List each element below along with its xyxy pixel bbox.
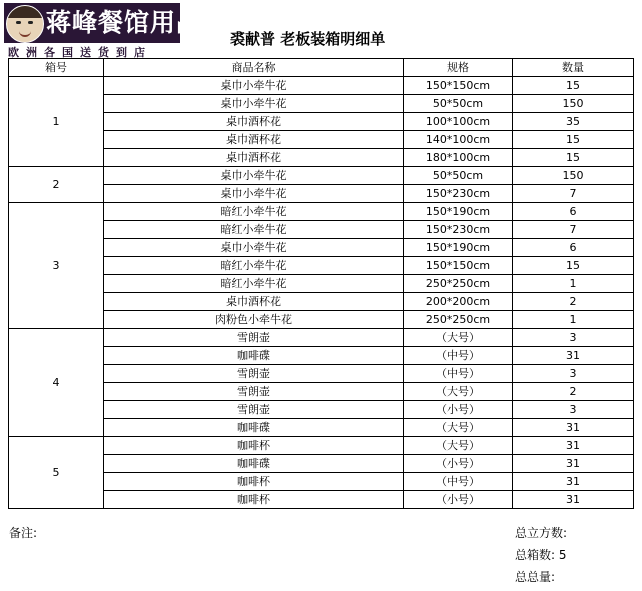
- spec-cell: 250*250cm: [404, 275, 513, 293]
- product-name-cell: 雪朗壶: [104, 365, 404, 383]
- product-name-cell: 咖啡杯: [104, 473, 404, 491]
- box-number-cell: 1: [9, 77, 104, 167]
- chef-portrait-icon: [6, 5, 44, 43]
- total-weight-label: 总总量:: [515, 570, 556, 584]
- product-name-cell: 暗红小牵牛花: [104, 221, 404, 239]
- quantity-cell: 35: [513, 113, 634, 131]
- spec-cell: 180*100cm: [404, 149, 513, 167]
- table-header-row: [9, 59, 634, 77]
- quantity-cell: 7: [513, 185, 634, 203]
- total-boxes-value: 5: [558, 548, 567, 562]
- quantity-cell: 1: [513, 275, 634, 293]
- spec-cell: 250*250cm: [404, 311, 513, 329]
- product-name-cell: 桌巾小牵牛花: [104, 239, 404, 257]
- box-number-cell: 3: [9, 203, 104, 329]
- product-name-cell: 雪朗壶: [104, 401, 404, 419]
- product-name-cell: 肉粉色小牵牛花: [104, 311, 404, 329]
- spec-cell: 50*50cm: [404, 167, 513, 185]
- product-name-cell: 桌巾小牵牛花: [104, 77, 404, 95]
- packing-list-table: [8, 58, 634, 509]
- table-body: [9, 77, 634, 509]
- logo-company-name: 蒋峰餐馆用品: [46, 8, 203, 37]
- quantity-cell: 6: [513, 239, 634, 257]
- header-box-no: 箱号: [9, 59, 104, 77]
- spec-cell: （大号）: [404, 329, 513, 347]
- quantity-cell: 31: [513, 491, 634, 509]
- total-weight: [515, 568, 555, 585]
- product-name-cell: 咖啡杯: [104, 491, 404, 509]
- product-name-cell: 咖啡碟: [104, 419, 404, 437]
- spec-cell: （中号）: [404, 365, 513, 383]
- header-quantity: 数量: [513, 59, 634, 77]
- total-boxes: [515, 546, 567, 563]
- spec-cell: （大号）: [404, 419, 513, 437]
- box-number-cell: 5: [9, 437, 104, 509]
- quantity-cell: 31: [513, 473, 634, 491]
- document-title: 裘献普 老板装箱明细单: [230, 30, 386, 48]
- spec-cell: （小号）: [404, 455, 513, 473]
- total-volume: [515, 524, 567, 541]
- spec-cell: （中号）: [404, 473, 513, 491]
- quantity-cell: 31: [513, 437, 634, 455]
- quantity-cell: 3: [513, 329, 634, 347]
- quantity-cell: 15: [513, 77, 634, 95]
- quantity-cell: 6: [513, 203, 634, 221]
- spec-cell: 150*150cm: [404, 77, 513, 95]
- spec-cell: （小号）: [404, 491, 513, 509]
- quantity-cell: 2: [513, 383, 634, 401]
- table-row: [9, 203, 634, 221]
- product-name-cell: 桌巾小牵牛花: [104, 167, 404, 185]
- quantity-cell: 31: [513, 347, 634, 365]
- spec-cell: 150*230cm: [404, 221, 513, 239]
- quantity-cell: 3: [513, 365, 634, 383]
- spec-cell: 200*200cm: [404, 293, 513, 311]
- company-logo: [4, 3, 203, 59]
- spec-cell: （大号）: [404, 437, 513, 455]
- notes-label: 备注:: [9, 526, 38, 540]
- product-name-cell: 桌巾酒杯花: [104, 149, 404, 167]
- quantity-cell: 15: [513, 149, 634, 167]
- product-name-cell: 暗红小牵牛花: [104, 203, 404, 221]
- quantity-cell: 3: [513, 401, 634, 419]
- table-row: [9, 329, 634, 347]
- product-name-cell: 雪朗壶: [104, 329, 404, 347]
- table-row: [9, 167, 634, 185]
- spec-cell: 150*230cm: [404, 185, 513, 203]
- quantity-cell: 1: [513, 311, 634, 329]
- product-name-cell: 桌巾小牵牛花: [104, 185, 404, 203]
- spec-cell: 140*100cm: [404, 131, 513, 149]
- logo-banner: [4, 3, 203, 43]
- total-boxes-label: 总箱数:: [515, 548, 556, 562]
- product-name-cell: 暗红小牵牛花: [104, 257, 404, 275]
- product-name-cell: 咖啡杯: [104, 437, 404, 455]
- spec-cell: 100*100cm: [404, 113, 513, 131]
- quantity-cell: 15: [513, 131, 634, 149]
- product-name-cell: 桌巾酒杯花: [104, 113, 404, 131]
- total-volume-label: 总立方数:: [515, 526, 568, 540]
- quantity-cell: 15: [513, 257, 634, 275]
- table-row: [9, 437, 634, 455]
- table-row: [9, 77, 634, 95]
- spec-cell: （中号）: [404, 347, 513, 365]
- quantity-cell: 2: [513, 293, 634, 311]
- spec-cell: 50*50cm: [404, 95, 513, 113]
- spec-cell: （大号）: [404, 383, 513, 401]
- logo-tagline: 欧洲各国送货到店: [8, 46, 152, 59]
- product-name-cell: 桌巾小牵牛花: [104, 95, 404, 113]
- product-name-cell: 咖啡碟: [104, 347, 404, 365]
- product-name-cell: 咖啡碟: [104, 455, 404, 473]
- spec-cell: 150*150cm: [404, 257, 513, 275]
- product-name-cell: 桌巾酒杯花: [104, 293, 404, 311]
- product-name-cell: 暗红小牵牛花: [104, 275, 404, 293]
- product-name-cell: 桌巾酒杯花: [104, 131, 404, 149]
- quantity-cell: 150: [513, 95, 634, 113]
- quantity-cell: 7: [513, 221, 634, 239]
- box-number-cell: 4: [9, 329, 104, 437]
- header-product-name: 商品名称: [104, 59, 404, 77]
- spec-cell: （小号）: [404, 401, 513, 419]
- quantity-cell: 31: [513, 419, 634, 437]
- spec-cell: 150*190cm: [404, 239, 513, 257]
- quantity-cell: 150: [513, 167, 634, 185]
- box-number-cell: 2: [9, 167, 104, 203]
- quantity-cell: 31: [513, 455, 634, 473]
- product-name-cell: 雪朗壶: [104, 383, 404, 401]
- header-spec: 规格: [404, 59, 513, 77]
- spec-cell: 150*190cm: [404, 203, 513, 221]
